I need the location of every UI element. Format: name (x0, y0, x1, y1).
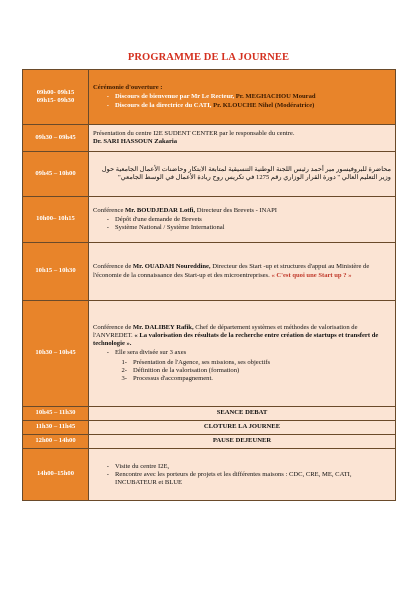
time-label: 09h00- 09h15 (36, 88, 75, 96)
speaker-name: Mr. BOUDJEDAR Lotfi, (125, 206, 196, 214)
table-row (23, 301, 396, 407)
bullet: - (106, 224, 109, 232)
list-item (93, 471, 391, 487)
bullet: - (106, 215, 109, 223)
session-text: Directeur des Start -up et structures d'appui au Ministère de l'économie de la connaissance des Start-up et des microentreprises. (93, 263, 370, 279)
list-item-text: Elle sera divisée sur 3 axes (115, 349, 187, 357)
list-item (93, 102, 391, 110)
speaker-name: Mr. OUADAH Noureddine, (132, 263, 211, 271)
list-item-text: Définition de la valorisation (formation) (133, 366, 240, 374)
time-cell: 12h00 – 14h00 (23, 435, 89, 449)
axis-number: 3- (121, 374, 127, 382)
list-item (93, 463, 391, 471)
session-cell (89, 125, 396, 152)
list-item-text: Présentation de l'Agence, ses missions, ses objectifs (133, 358, 271, 366)
time-cell: 10h00– 10h15 (23, 197, 89, 243)
table-row (23, 152, 396, 197)
session-label: Conférence de (93, 324, 132, 332)
time-cell: 10h30 – 10h45 (23, 301, 89, 407)
list-item (93, 224, 391, 232)
time-cell: 10h45 – 11h30 (23, 407, 89, 421)
list-item-text: Rencontre avec les porteurs de projets et les différentes maisons : CDC, CRE, ME, CATI, INCUBATEUR et BLUE (115, 470, 352, 487)
list-item-text: Visite du centre I2E, (115, 462, 170, 470)
list-item-text: Dépôt d'une demande de Brevets (115, 215, 202, 223)
list-item (93, 349, 391, 357)
bullet: - (106, 470, 109, 478)
list-item (117, 375, 391, 383)
session-heading: Cérémonie d'ouverture : (93, 84, 163, 92)
time-cell: 14h00–15h00 (23, 449, 89, 501)
table-row (23, 70, 396, 125)
session-cell (89, 197, 396, 243)
session-cell: PAUSE DEJEUNER (89, 435, 396, 449)
table-row (23, 407, 396, 421)
axis-number: 1- (121, 358, 127, 366)
list-item (117, 359, 391, 367)
list-item (117, 367, 391, 375)
table-row (23, 243, 396, 301)
table-row (23, 197, 396, 243)
list-item-text: Système National / Système International (115, 224, 225, 232)
session-label: Conférence de (93, 263, 132, 271)
time-cell: 11h30 – 11h45 (23, 421, 89, 435)
session-label: Conférence (93, 206, 124, 214)
time-cell: 09h45 – 10h00 (23, 152, 89, 197)
bullet: - (106, 93, 109, 101)
bullet: - (106, 349, 109, 357)
session-cell (89, 70, 396, 125)
time-cell: 10h15 – 10h30 (23, 243, 89, 301)
speaker-name: Pr. MEGHACHOU Mourad (235, 93, 316, 101)
session-cell (89, 449, 396, 501)
session-cell (89, 243, 396, 301)
list-item (93, 93, 391, 101)
page-title: PROGRAMME DE LA JOURNEE (127, 52, 290, 63)
conference-title: « La valorisation des résultats de la recherche entre création de startups et transfert de technologie ». (93, 332, 379, 348)
time-cell (23, 70, 89, 125)
bullet: - (106, 101, 109, 109)
session-cell (89, 301, 396, 407)
axis-number: 2- (121, 366, 127, 374)
speaker-name: Pr. KLOUCHE Nihel (Modératrice) (213, 101, 315, 109)
session-cell: SEANCE DEBAT (89, 407, 396, 421)
list-item (93, 216, 391, 224)
speaker-name: Dr. SARI HASSOUN Zakaria (93, 138, 178, 145)
speaker-role: Directeur des Brevets - INAPI (196, 206, 277, 214)
time-label: 09h15- 09h30 (36, 97, 75, 104)
conference-title: « C'est quoi une Start up ? » (271, 271, 352, 279)
bullet: - (106, 462, 109, 470)
session-cell: CLOTURE LA JOURNEE (89, 421, 396, 435)
session-text: Présentation du centre I2E SUDENT CENTER par le responsable du centre. (93, 129, 295, 137)
table-row (23, 421, 396, 435)
speech-label: Discours de la directrice du CATI, (115, 101, 212, 109)
table-row (23, 125, 396, 152)
speaker-name: Mr. DALIBEY Rafik, (132, 324, 194, 332)
session-cell: محاضرة للبروفيسور مير أحمد رئيس اللجنة الوطنية التنسيقية لمتابعة الابتكار وحاضنات الأعمال الجامعية حول وزير التعليم العالي " دورة القرار الوزاري رقم 1275 في تكريس روح ريادة الأعمال في الوسط الجامعي" (89, 152, 396, 197)
session-text: Chef de département systèmes et méthodes de valorisation de l'ANVREDET. (93, 324, 358, 340)
list-item-text: Processus d'accompagnement. (133, 374, 213, 382)
programme-table (22, 69, 396, 501)
time-cell: 09h30 – 09h45 (23, 125, 89, 152)
table-row (23, 435, 396, 449)
table-row (23, 449, 396, 501)
speech-label: Discours de bienvenue par Mr Le Recteur, (115, 93, 235, 101)
